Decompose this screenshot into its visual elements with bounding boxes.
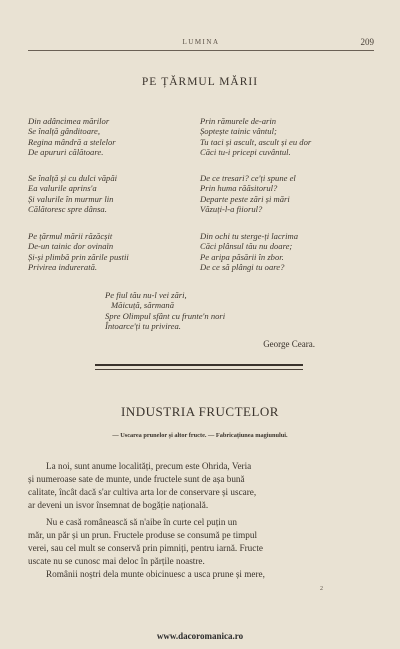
poem-line: Privirea indurerată. (28, 261, 98, 272)
running-title: LUMINA (182, 38, 220, 46)
poem-line: Văzuți-l-a fiiorul? (200, 203, 263, 214)
poem-line: Măicuță, sărmană (111, 300, 175, 311)
poem-line: Pe țărmul mării răzăcșit (28, 231, 113, 241)
poem-line: Șoptește tainic vântul; (200, 126, 277, 137)
text-line: măr, un păr și un prun. Fructele produse se consumă pe timpul (28, 530, 258, 540)
text-line: și numeroase sate de munte, unde fructele sunt de așa bună (28, 474, 245, 484)
text-line: calitate, încât dacă s'ar cultiva arta lor de conservare și uscare, (28, 487, 257, 497)
page-number: 209 (360, 37, 374, 47)
poem-line: Tu taci și ascult, ascult și eu dor (200, 136, 312, 147)
article-subtitle: — Uscarea prunelor și altor fructe. — Fabricațiunea magiunului. (112, 432, 288, 439)
poem-stanza (200, 116, 385, 157)
poem-line: Din ochi tu sterge-ți lacrima (200, 231, 299, 241)
poem-line: Pe fiul tău nu-l vei zări, (105, 290, 187, 300)
text-line: verei, sau cel mult se conservă prin pimniți, pentru iarnă. Fructe (28, 543, 263, 553)
signature-mark: 2 (320, 586, 323, 592)
text-line: Nu e casă românească să n'aibe în curte cel puțin un (46, 517, 237, 527)
poem-line: Prin rămurele de-arin (200, 116, 277, 126)
page-header (28, 38, 374, 50)
poem-line: Spre Olimpul sfânt cu frunte'n nori (105, 310, 226, 321)
poem-line: Prin huma răăsitorul? (200, 183, 278, 194)
poem-line: Regina mândră a stelelor (28, 136, 116, 147)
website-watermark: www.dacoromanica.ro (156, 631, 244, 641)
poem-stanza (200, 173, 385, 214)
poem-line: Departe peste zări și mări (200, 193, 290, 204)
poem-stanza (28, 231, 188, 272)
article-title: INDUSTRIA FRUCTELOR (121, 404, 279, 419)
poem-line: Și valurile în murmur lin (28, 193, 114, 204)
poem-line: Căci tu-i pricepi cuvântul. (200, 146, 291, 157)
poem-line: Pe aripa păsării în zbor. (200, 251, 284, 262)
article-paragraph (28, 516, 374, 568)
header-rule (28, 50, 374, 51)
poem-line: Călătoresc spre dânsa. (28, 203, 107, 214)
poem-line: Întoarce'ți tu privirea. (105, 320, 181, 331)
article-paragraph (28, 568, 374, 581)
poem-line: Ea valurile aprins'a (28, 183, 97, 194)
poem-stanza (200, 231, 385, 272)
poem-stanza (28, 173, 188, 214)
text-line: Românii noștri dela munte obicinuesc a usca prune și mere, (46, 569, 265, 579)
poem-line: Din adâncimea mărilor (28, 116, 110, 126)
poem-line: De-un tainic dor ovinaïn (28, 241, 114, 252)
text-line: ar deveni un isvor însemnat de bogăție națională. (28, 500, 209, 510)
poem-stanza (28, 116, 188, 157)
section-divider (95, 369, 303, 370)
poem-stanza-final (105, 290, 345, 331)
poem-author: George Ceara. (263, 339, 315, 349)
text-line: uscate nu se cunosc mai deloc în părțile noastre. (28, 556, 205, 566)
poem-line: De ce tresari? ce'ți spune el (200, 173, 296, 183)
text-line: La noi, sunt anume localități, precum este Ohrida, Veria (46, 461, 252, 471)
poem-line: De apururi călătoare. (28, 146, 104, 157)
poem-line: De ce să plângi tu oare? (200, 261, 285, 272)
poem-line: Se înalță gânditoare, (28, 126, 101, 137)
poem-line: Și-și plimbă prin zările pustii (28, 251, 129, 262)
poem-line: Căci plânsul tău nu doare; (200, 241, 293, 252)
section-divider (95, 364, 303, 366)
poem-title: PE ȚĂRMUL MĂRII (141, 76, 259, 88)
article-paragraph (28, 460, 374, 512)
poem-line: Se înalță și cu dulci văpăi (28, 173, 118, 183)
